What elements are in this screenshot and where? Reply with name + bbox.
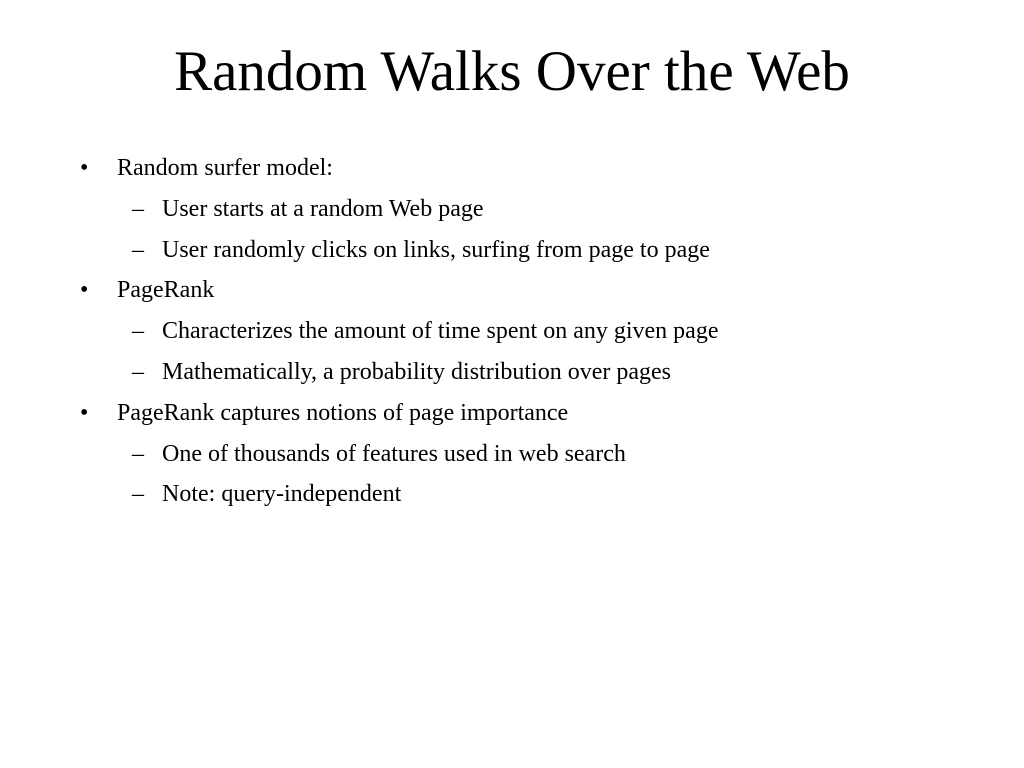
sub-bullet-text: User starts at a random Web page [162,195,484,222]
dash-icon: – [132,440,144,467]
bullet-text: PageRank [117,277,215,304]
sub-bullet-item [0,230,1024,271]
sub-bullet-text: One of thousands of features used in web search [162,440,626,467]
bullet-icon: • [80,277,89,304]
dash-icon: – [132,195,144,222]
sub-bullet-text: Note: query-independent [162,481,402,508]
sub-bullet-text: Mathematically, a probability distribution over pages [162,358,671,385]
bullet-item [0,270,1024,311]
sub-bullet-item [0,434,1024,475]
bullet-item [0,148,1024,189]
bullet-text: PageRank captures notions of page importance [117,399,569,426]
sub-bullet-text: User randomly clicks on links, surfing from page to page [162,236,710,263]
dash-icon: – [132,236,144,263]
dash-icon: – [132,318,144,345]
bullet-icon: • [80,399,89,426]
slide-title: Random Walks Over the Web [174,40,850,103]
sub-bullet-text: Characterizes the amount of time spent on any given page [162,318,719,345]
dash-icon: – [132,358,144,385]
bullet-icon: • [80,155,89,181]
sub-bullet-item [0,474,1024,515]
bullet-text: Random surfer model: [117,155,333,181]
dash-icon: – [132,481,144,508]
sub-bullet-item [0,189,1024,230]
bullet-list [0,148,1024,515]
sub-bullet-item [0,311,1024,352]
sub-bullet-item [0,352,1024,393]
bullet-item [0,393,1024,434]
